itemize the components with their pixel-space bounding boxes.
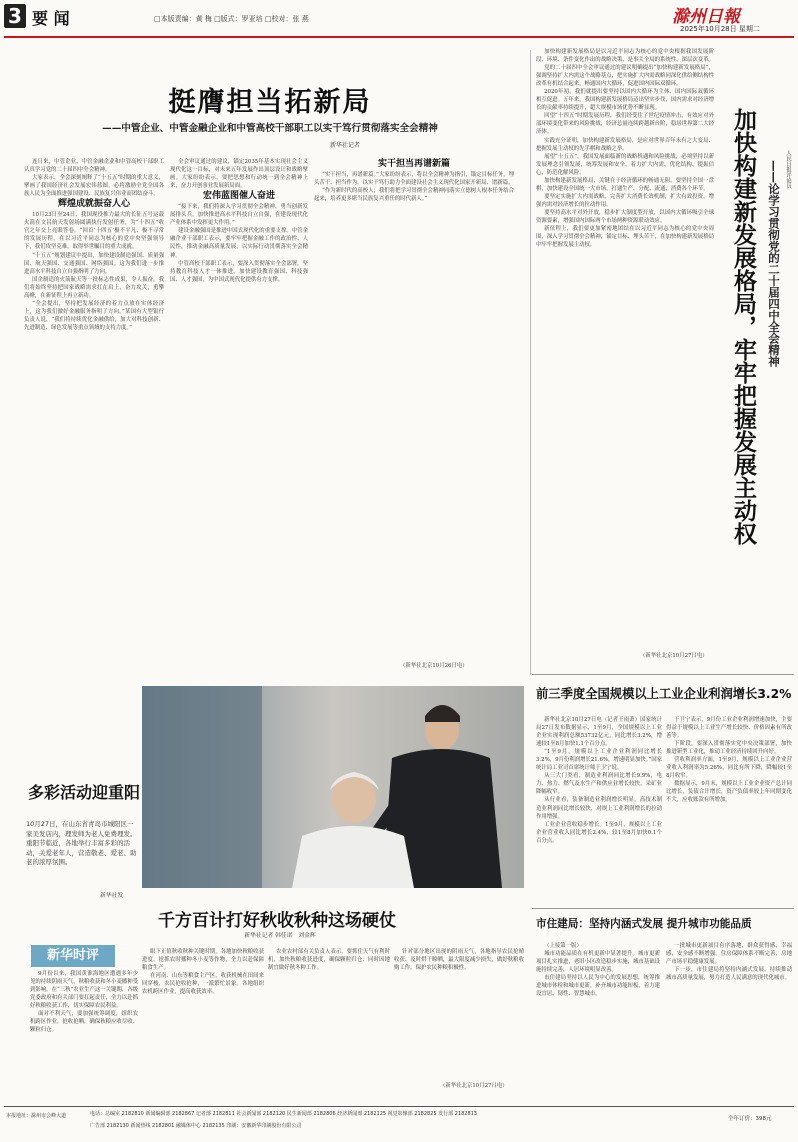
lead-source: （新华社北京10月26日电） [400,663,468,669]
photo-image [142,686,524,888]
harvest-column-1: 眼下正值秋收秋种关键时期，各地加快秋粮收获进度，抢抓农时播种冬小麦等作物，全力以赴保障粮食生产。 在河南、山东等粮食主产区，收获机械在田间来回穿梭，农民抢收抢种，一派繁忙景象。各地组织农机跨区作业，提高收获效率。 [142,949,264,996]
lead-subhead-1: 辉煌成就振奋人心 [57,199,130,210]
harvest-title: 千方百计打好秋收秋种这场硬仗 [158,911,396,931]
column-divider [530,50,531,675]
commentary-title: 加快构建新发展格局，牢牢把握发展主动权 [730,108,757,545]
photo-title: 多彩活动迎重阳 [28,783,141,802]
city-rule [532,908,794,909]
harvest-column-2: 农业农村部有关负责人表示，要抓住天气有利时机，加快秋粮收获进度，确保颗粒归仓；同时因地制宜做好秋冬种工作。 [268,949,390,972]
harvest-byline: 新华社记者 韩佳诺 刘金辉 [244,933,316,939]
city-title: 市住建局：坚持内涵式发展 提升城市功能品质 [536,918,752,930]
lead-title: 挺膺担当拓新局 [168,87,372,118]
profit-column-2: 于卫宁表示，9月份工业企业利润增速加快，主要得益于规模以上工业生产增长较快、价格因素有所改善等。 下阶段，要深入贯彻落实党中央决策部署，加快推进新型工业化，推动工业经济持续回升向好。 营收利润率方面，1至9月，规模以上工业企业营业收入利润率为5.26%，同比有所下降，降幅较1至8月收窄。 数据显示，9月末，规模以上工业企业资产总计同比增长，负债合计增长，资产负债率较上年同期变化不大，应收账款有所增加。 [666,717,792,804]
commentary-subtitle: ——论学习贯彻党的二十届四中全会精神 [767,160,781,367]
harvest-source: （新华社北京10月27日电） [440,1083,508,1089]
editors-credit: □本版责编：黄 梅 □版式：罗亚培 □校对：张 燕 [154,15,309,23]
xinhua-comment-column: 9月份以来，我国黄淮海地区遭遇多年少见的持续阴雨天气，秋粮收获和冬小麦播种受到影响。在“三秋”农业生产这一关键期，各级党委政府和有关部门要扛起责任，全力以赴抓好秋粮收获工作，切实保障农民利益。 面对不利天气，要加强统筹调度，组织农机跨区作业，抢收抢晒，确保秋粮应收尽收、颗粒归仓。 [30,971,138,1034]
lead-byline: 新华社记者 [330,142,361,149]
section-rule [532,674,794,675]
lead-subhead-3: 实干担当再谱新篇 [377,159,450,169]
section-name: 要 闻 [32,9,70,28]
photo-credit: 新华社发 [100,893,124,899]
footer-rule [4,1106,794,1107]
harvest-column-3: 针对部分地区出现的阴雨天气，各地指导农民抢晴收获、及时烘干晾晒，最大限度减少损失，做好秋粮收购工作，保护农民种粮积极性。 [394,949,524,972]
masthead [4,2,794,38]
commentary-column: 加快构建新发展格局是以习近平同志为核心的党中央根据我国发展阶段、环境、条件变化作出的战略决策，是事关全局的系统性、深层次变革。 党的二十届四中全会审议通过的建议明确提出“加快构建新发展格局”，强调坚持扩大内需这个战略基点，把实施扩大内需战略同深化供给侧结构性改革有机结合起来，畅通国内大循环，促进国内国际双循环。 2020年初，我们就提出要坚持以国内大循环为主体、国内国际双循环相互促进。五年来，我国构建新发展格局迈出坚实步伐，国内需求对经济增长的贡献率持续提升，超大规模市场优势不断显现。 回望“十四五”时期发展历程，我们经受住了世纪疫情冲击，有效应对外部环境变化带来的风险挑战，经济总量连续跨越新台阶，稳居世界第二大经济体。 实践充分证明，加快构建新发展格局，是应对世界百年未有之大变局、把握发展主动权的先手棋和战略之举。 展望“十五五”，我国发展面临新的战略机遇和风险挑战，必须坚持以新发展理念引领发展，统筹发展和安全，着力扩大内需、优化结构、提振信心、防范化解风险。 加快构建新发展格局，关键在于经济循环的畅通无阻。要坚持全国一盘棋，加快建设全国统一大市场，打通生产、分配、流通、消费各个环节。 要坚定实施扩大内需战略，完善扩大消费长效机制，扩大有效投资，增强内需对经济增长的拉动作用。 要坚持高水平对外开放，稳步扩大制度型开放，以国内大循环吸引全球资源要素，增强国内国际两个市场两种资源联动效应。 新征程上，我们要更加紧密地团结在以习近平同志为核心的党中央周围，深入学习贯彻全会精神，锚定目标、埋头苦干，在加快构建新发展格局中牢牢把握发展主动权。 [536,49,714,249]
profit-column-1: 新华社北京10月27日电（记者王雨萧）国家统计局27日发布数据显示，1至9月，全国规模以上工业企业实现利润总额53732亿元，同比增长3.2%，增速较1至8月加快1.1个百分点。 “1至9月，规模以上工业企业利润同比增长3.2%，9月份利润增长21.6%，增速明显加快。”国家统计局工业司首席统计师于卫宁说。 从三大门类看，制造业利润同比增长9.9%，电力、热力、燃气及水生产和供应业增长较快，采矿业降幅收窄。 从行业看，装备制造业利润增长明显，高技术制造业利润同比增长较快，对规上工业利润增长的拉动作用增强。 工业企业营收稳步增长。1至9月，规模以上工业企业营业收入同比增长2.4%，较1至8月加快0.1个百分点。 [536,717,662,844]
city-column-2: 一批城市更新项目有序落地，群众获得感、幸福感、安全感不断增强。住房保障体系不断完善，房地产市场平稳健康发展。 下一步，市住建局将坚持内涵式发展，持续推动城市高质量发展，努力打造人民满意的现代化城市。 [666,943,792,982]
lead-column-2: 全会审议通过的建议，锚定2035年基本实现社会主义现代化这一目标，对未来五年发展作出顶层设计和战略擘画。大家纷纷表示，要把思想和行动统一到全会精神上来，奋力开创事业发展新局面。 宏伟蓝图催人奋进 “接下来，我们将深入学习贯彻全会精神，勇当创新发展排头兵，加快推进高水平科技自立自强，在建设现代化产业体系中发挥更大作用。” 建设金融强国是推进中国式现代化的重要支撑。中管金融企业干部职工表示，要牢牢把握金融工作的政治性、人民性，推动金融高质量发展，以实际行动贯彻落实全会精神。 中管高校干部职工表示，要深入贯彻落实全会部署，坚持教育科技人才一体推进，加快建设教育强国、科技强国、人才强国，为中国式现代化提供有力支撑。 [170,159,308,283]
footer-address: 本报地址：滁州市会峰大道 [6,1113,67,1119]
commentary-author: 人民日报评论员 [785,150,791,189]
paper-name: 滁州日報 [672,7,740,27]
profit-title: 前三季度全国规模以上工业企业利润增长3.2% [536,687,792,701]
city-column-1: （上接第一版） 城市功能品质在有机更新中显著提升。城市更新项目扎实推进，老旧小区改造稳步实施，城市基础设施持续完善，人居环境明显改善。 市住建局坚持以人民为中心的发展思想，统筹推进城市体检和城市更新，补齐城市功能短板，着力建设宜居、韧性、智慧城市。 [536,943,660,998]
lead-column-1: 连日来，中管企业、中管金融企业和中管高校干部职工认真学习党的二十届四中全会精神。 大家表示，全会深刻阐释了“十五五”时期的重大意义，擘画了我国经济社会发展宏伟蓝图，必将激励全党全国各族人民为全面推进强国建设、民族复兴伟业而团结奋斗。 辉煌成就振奋人心 10月23日至24日，我国现役推力最大的长征五号运载火箭在文昌航天发射场圆满执行发射任务，为“十四五”收官之年交上亮眼答卷。“回首‘十四五’极不平凡、极不寻常的发展历程，在以习近平同志为核心的党中央坚强领导下，我们攻坚克难，取得举世瞩目的重大成就。 “十五五”规划建议中提出，加快建设制造强国、质量强国、航天强国、交通强国、网络强国。这为我们进一步推进高水平科技自立自强指明了方向。 国企制造的火箭航天等一批标志性成果，令人振奋。我们将始终坚持把国家战略需求扛在肩上，奋力攻关，勇攀高峰，在新征程上再立新功。 “全会提出，坚持把发展经济的着力点放在实体经济上，这为我们做好金融服务指明了方向。”某国有大型银行负责人说，“我们将持续优化金融供给，加大对科技创新、先进制造、绿色发展等重点领域的支持力度。” [24,159,164,331]
page-number-badge: 3 [4,4,26,28]
footer-ad: 广告部 2182130 新闻热线 2182801 融媒体中心 2182135 印刷：安徽新华印刷股份有限公司 [90,1123,302,1129]
footer-price: 全年订价：398元 [728,1116,772,1122]
issue-date: 2025年10月28日 星期二 [680,25,760,33]
lead-subhead-2: 宏伟蓝图催人奋进 [202,191,275,202]
footer-phones: 电话：总编室 2182810 新闻编辑部 2182867 记者部 2182811 社会新闻部 2182120 民生新闻部 2182806 经济新闻部 2182125 视觉影像部 2182825 发行部 2182813 [90,1111,477,1117]
lead-subtitle: ——中管企业、中管金融企业和中管高校干部职工以实干笃行贯彻落实全会精神 [102,123,438,134]
header-rule [4,36,794,38]
xinhua-comment-badge: 新华时评 [30,944,116,968]
photo-caption: 10月27日，在山东省青岛市城阳区一家美发店内，理发师为老人免费理发。重阳节临近，各地举行丰富多彩的活动，关爱老年人，营造敬老、爱老、助老的浓厚氛围。 [26,820,137,866]
commentary-source: （新华社北京10月27日电） [640,653,708,659]
lead-column-3: 实干担当再谱新篇 “实干担当，再谱新篇。”大家纷纷表示，将以全会精神为指引，锚定目标任务，埋头苦干、担当作为，以实干笃行助力全面建设社会主义现代化国家开新局、谱新篇。 “作为新时代的高校人，我们将把学习贯彻全会精神同落实立德树人根本任务结合起来，培养更多堪当民族复兴重任的时代新人。” [314,159,514,203]
